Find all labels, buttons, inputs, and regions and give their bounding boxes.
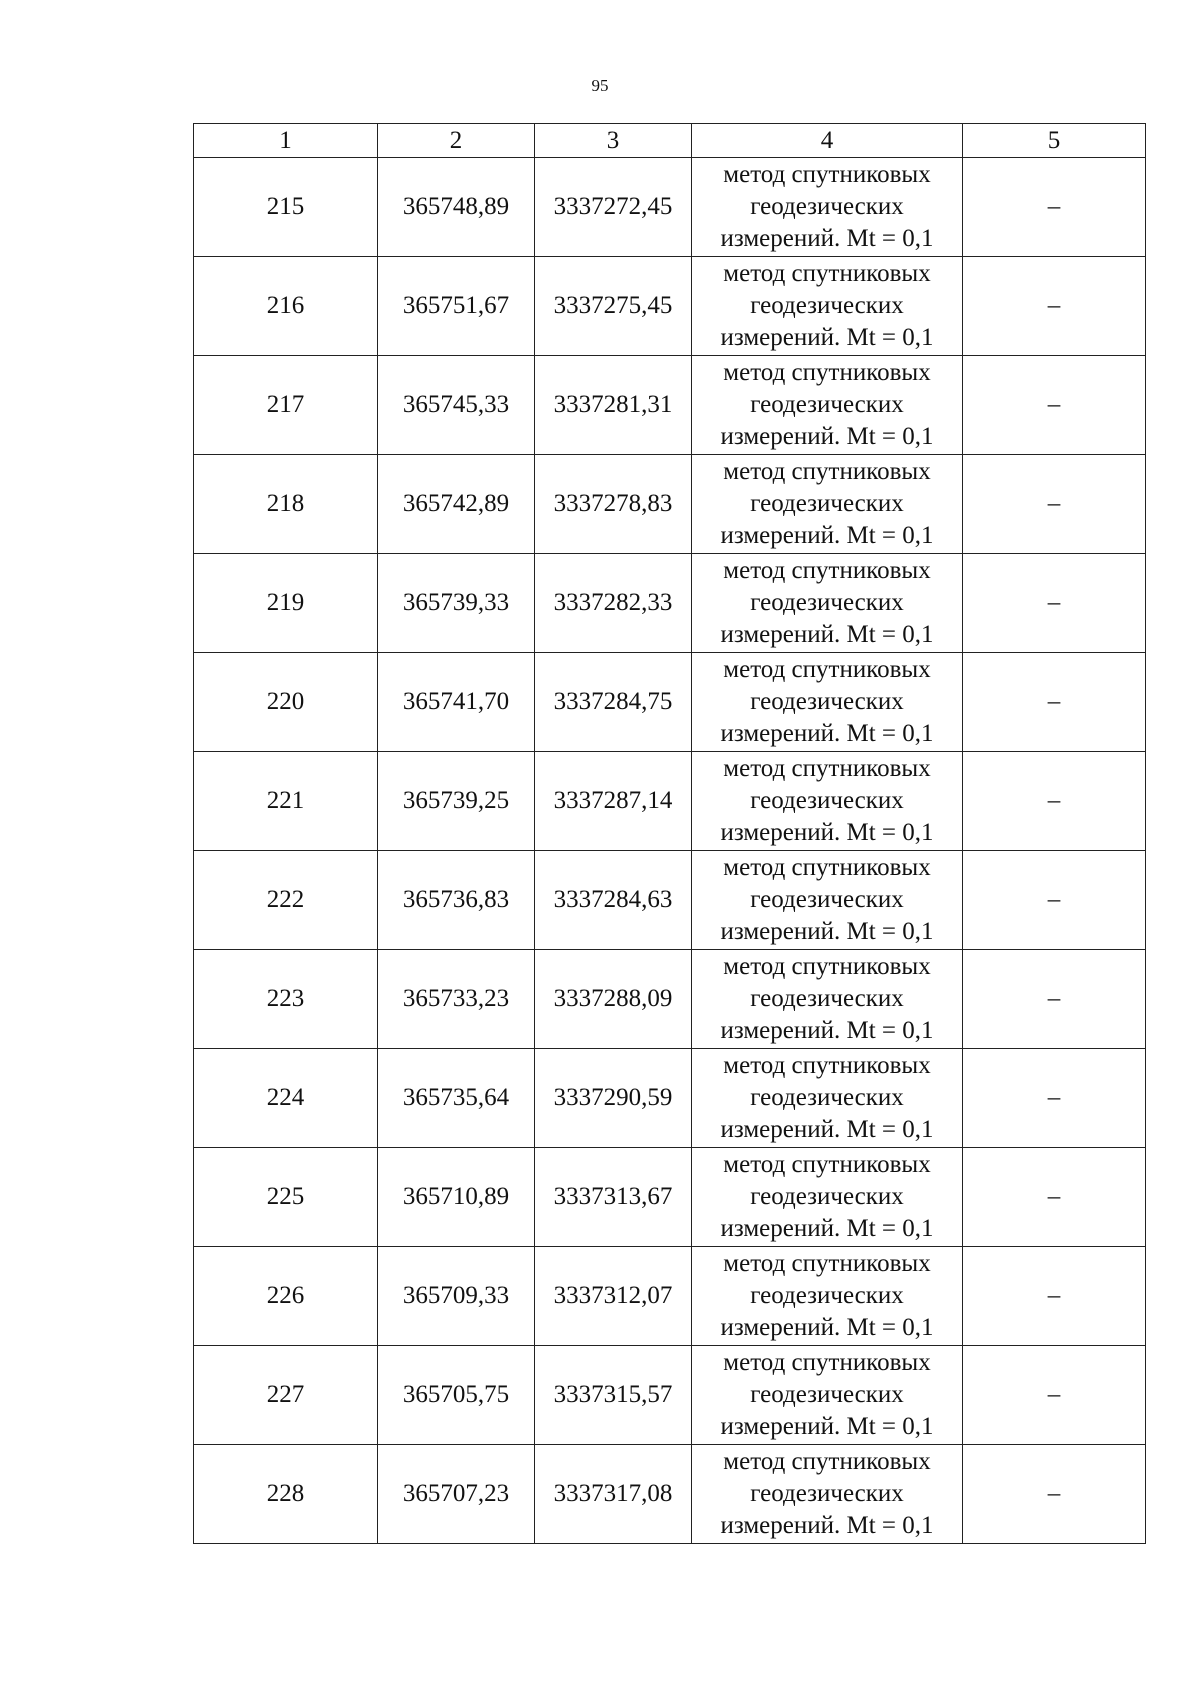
column-header-1: 1 [194,124,378,158]
y-coordinate-cell: 3337284,75 [535,653,692,752]
header-row [194,124,1146,158]
point-number-cell: 221 [194,752,378,851]
method-line: метод спутниковых [723,854,931,881]
method-line: геодезических [750,490,904,517]
table-row [194,554,1146,653]
point-number-cell: 225 [194,1148,378,1247]
table-row [194,950,1146,1049]
method-cell [692,356,963,455]
method-cell [692,752,963,851]
method-line: метод спутниковых [723,1151,931,1178]
y-coordinate-cell: 3337281,31 [535,356,692,455]
method-line: геодезических [750,193,904,220]
method-line: геодезических [750,589,904,616]
point-number-cell: 222 [194,851,378,950]
y-coordinate-cell: 3337282,33 [535,554,692,653]
column-header-2: 2 [378,124,535,158]
table-row [194,1148,1146,1247]
method-line: метод спутниковых [723,755,931,782]
page-number: 95 [591,76,609,95]
y-coordinate-cell: 3337278,83 [535,455,692,554]
point-number-cell: 227 [194,1346,378,1445]
method-line: геодезических [750,1282,904,1309]
method-line: измерений. Mt = 0,1 [720,225,934,252]
method-cell [692,1049,963,1148]
note-cell: – [963,356,1146,455]
method-cell [692,1148,963,1247]
y-coordinate-cell: 3337288,09 [535,950,692,1049]
x-coordinate-cell: 365733,23 [378,950,535,1049]
x-coordinate-cell: 365705,75 [378,1346,535,1445]
point-number-cell: 219 [194,554,378,653]
method-cell [692,1247,963,1346]
point-number-cell: 223 [194,950,378,1049]
method-line: измерений. Mt = 0,1 [720,1116,934,1143]
note-cell: – [963,1148,1146,1247]
x-coordinate-cell: 365751,67 [378,257,535,356]
method-line: метод спутниковых [723,557,931,584]
y-coordinate-cell: 3337317,08 [535,1445,692,1544]
x-coordinate-cell: 365707,23 [378,1445,535,1544]
method-line: метод спутниковых [723,458,931,485]
table-row [194,356,1146,455]
method-line: измерений. Mt = 0,1 [720,1314,934,1341]
method-line: измерений. Mt = 0,1 [720,819,934,846]
table-row [194,752,1146,851]
x-coordinate-cell: 365748,89 [378,158,535,257]
note-cell: – [963,1049,1146,1148]
method-line: геодезических [750,292,904,319]
method-line: измерений. Mt = 0,1 [720,720,934,747]
y-coordinate-cell: 3337312,07 [535,1247,692,1346]
method-line: геодезических [750,688,904,715]
x-coordinate-cell: 365709,33 [378,1247,535,1346]
point-number-cell: 215 [194,158,378,257]
x-coordinate-cell: 365739,33 [378,554,535,653]
point-number-cell: 228 [194,1445,378,1544]
table-row [194,1445,1146,1544]
point-number-cell: 218 [194,455,378,554]
note-cell: – [963,1247,1146,1346]
x-coordinate-cell: 365735,64 [378,1049,535,1148]
method-line: метод спутниковых [723,1349,931,1376]
method-line: измерений. Mt = 0,1 [720,522,934,549]
note-cell: – [963,851,1146,950]
y-coordinate-cell: 3337290,59 [535,1049,692,1148]
x-coordinate-cell: 365745,33 [378,356,535,455]
method-line: измерений. Mt = 0,1 [720,1017,934,1044]
x-coordinate-cell: 365742,89 [378,455,535,554]
note-cell: – [963,1346,1146,1445]
method-line: измерений. Mt = 0,1 [720,324,934,351]
method-line: метод спутниковых [723,359,931,386]
x-coordinate-cell: 365741,70 [378,653,535,752]
x-coordinate-cell: 365710,89 [378,1148,535,1247]
method-line: метод спутниковых [723,953,931,980]
note-cell: – [963,455,1146,554]
point-number-cell: 216 [194,257,378,356]
method-line: геодезических [750,886,904,913]
method-cell [692,1346,963,1445]
method-line: геодезических [750,787,904,814]
method-line: геодезических [750,391,904,418]
method-line: геодезических [750,1183,904,1210]
y-coordinate-cell: 3337313,67 [535,1148,692,1247]
column-header-3: 3 [535,124,692,158]
point-number-cell: 224 [194,1049,378,1148]
method-line: измерений. Mt = 0,1 [720,918,934,945]
method-line: измерений. Mt = 0,1 [720,1413,934,1440]
point-number-cell: 217 [194,356,378,455]
point-number-cell: 220 [194,653,378,752]
table-row [194,455,1146,554]
method-cell [692,950,963,1049]
note-cell: – [963,554,1146,653]
method-line: метод спутниковых [723,656,931,683]
table-row [194,158,1146,257]
note-cell: – [963,158,1146,257]
y-coordinate-cell: 3337315,57 [535,1346,692,1445]
method-line: геодезических [750,1084,904,1111]
table-header [194,124,1146,158]
x-coordinate-cell: 365736,83 [378,851,535,950]
method-line: измерений. Mt = 0,1 [720,1215,934,1242]
y-coordinate-cell: 3337275,45 [535,257,692,356]
column-header-4: 4 [692,124,963,158]
note-cell: – [963,257,1146,356]
method-cell [692,653,963,752]
point-number-cell: 226 [194,1247,378,1346]
method-line: метод спутниковых [723,1250,931,1277]
note-cell: – [963,752,1146,851]
y-coordinate-cell: 3337272,45 [535,158,692,257]
method-line: измерений. Mt = 0,1 [720,621,934,648]
table-row [194,851,1146,950]
x-coordinate-cell: 365739,25 [378,752,535,851]
method-cell [692,257,963,356]
table-row [194,1049,1146,1148]
table-row [194,257,1146,356]
method-cell [692,1445,963,1544]
column-header-5: 5 [963,124,1146,158]
method-line: метод спутниковых [723,260,931,287]
method-line: геодезических [750,1381,904,1408]
y-coordinate-cell: 3337287,14 [535,752,692,851]
method-line: геодезических [750,985,904,1012]
note-cell: – [963,1445,1146,1544]
note-cell: – [963,950,1146,1049]
y-coordinate-cell: 3337284,63 [535,851,692,950]
method-cell [692,455,963,554]
table-body [194,158,1146,1544]
method-line: измерений. Mt = 0,1 [720,423,934,450]
table-row [194,1346,1146,1445]
method-line: измерений. Mt = 0,1 [720,1512,934,1539]
table-row [194,1247,1146,1346]
method-cell [692,158,963,257]
method-cell [692,851,963,950]
table-row [194,653,1146,752]
coordinates-table [193,123,1146,1544]
method-line: метод спутниковых [723,161,931,188]
method-line: метод спутниковых [723,1448,931,1475]
method-cell [692,554,963,653]
method-line: геодезических [750,1480,904,1507]
note-cell: – [963,653,1146,752]
method-line: метод спутниковых [723,1052,931,1079]
